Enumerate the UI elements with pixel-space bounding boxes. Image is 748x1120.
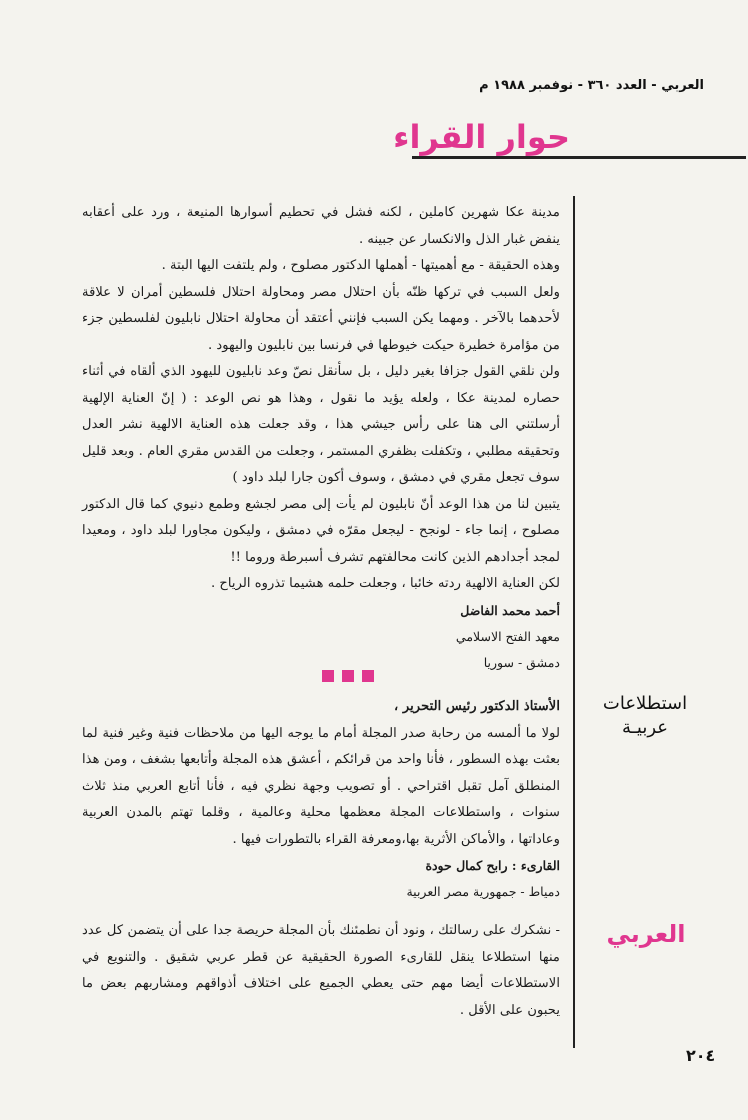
letter-paragraph: وهذه الحقيقة - مع أهميتها - أهملها الدكتور مصلوح ، ولم يلتفت اليها البتة . xyxy=(161,258,560,273)
author-institution: معهد الفتح الاسلامي xyxy=(455,628,560,644)
reply-paragraph: - نشكرك على رسالتك ، ونود أن نطمئنك بأن المجلة حريصة جدا على أن يتضمن كل عدد منها استطلاعا ينقل للقارىء الصورة الحقيقية عن قطر عربي شقيق . والتنويع في الاستطلاعات أيضا مهم حتى يعطي الجميع على اختلاف أذواقهم ومشاربهم بعض ما يحبون على الأقل . xyxy=(82,923,560,1018)
title-rule xyxy=(412,156,746,159)
issue-header: العربي - العدد ٣٦٠ - نوفمبر ١٩٨٨ م xyxy=(479,78,704,93)
magazine-logo: العربي xyxy=(606,920,686,948)
reader-name: القارىء : رابح كمال حودة xyxy=(425,858,560,873)
editor-reply xyxy=(82,918,560,1024)
column-divider xyxy=(573,196,575,1048)
letter-paragraph: يتبين لنا من هذا الوعد أنّ نابليون لم يأت إلى مصر لجشع وطمع دنيوي كما قال الدكتور مصلوح ، إنما جاء - لونجح - ليجعل مقرّه في دمشق ، وليكون مجاورا لبلد داود ، ومعيدا لمجد أجدادهم الذين كانت محالفتهم تشرف أسبرطة وروما !! xyxy=(82,496,560,565)
page-number: ٢٠٤ xyxy=(686,1046,716,1065)
section-title: حوار القراء xyxy=(393,118,570,156)
reader-city: دمياط - جمهورية مصر العربية xyxy=(406,884,560,899)
letter-paragraph: ولن نلقي القول جزافا بغير دليل ، بل سأنقل نصّ وعد نابليون لليهود الذي ألقاه في أثناء حصاره لمدينة عكا ، ولعله يؤيد ما نقول ، وهذا هو نص الوعد : ( إنّ العناية الإلهية أرسلتني الى هنا على رأس جيشي هذا ، وقد جعلت هذه العناية الالهية نشر العدل وتحقيقه مطلبي ، وتكفلت بظفري المستمر ، وجعلت من القدس مقري العام . وبعد قليل سوف تجعل مقري في دمشق ، وسوف أكون جارا لبلد داود ) xyxy=(82,364,560,485)
separator-square xyxy=(342,670,354,682)
sidebar-label-line1: استطلاعات xyxy=(602,693,688,714)
author-name: أحمد محمد الفاضل xyxy=(460,602,560,618)
letter-paragraph: مدينة عكا شهرين كاملين ، لكنه فشل في تحطيم أسوارها المنيعة ، ورد على أعقابه ينفض غبار الذل والانكسار عن جبينه . xyxy=(82,205,560,247)
sidebar-label xyxy=(590,692,700,740)
section-separator xyxy=(322,670,374,682)
author-city: دمشق - سوريا xyxy=(483,654,560,670)
letter-salutation: الأستاذ الدكتور رئيس التحرير ، xyxy=(394,699,560,714)
letter-paragraph: لولا ما ألمسه من رحابة صدر المجلة أمام ما يوجه اليها من ملاحظات فنية وغير فنية لما بعثت بهذه السطور ، فأنا واحد من قرائكم ، أعشق هذه المجلة وأتابعها بشغف ، ومن هذا المنطلق آمل تقبل اقتراحي . أو تصويب وجهة نظري فيه ، فأنا أتابع العربي منذ ثلاث سنوات ، واستطلاعات المجلة معظمها محلية وعالمية ، وقلما تهتم بالمدن العربية وعاداتها ، والأماكن الأثرية بها،ومعرفة القراء بالتطورات فيها . xyxy=(82,725,560,847)
separator-square xyxy=(362,670,374,682)
letter-two xyxy=(82,694,560,905)
letter-one xyxy=(82,200,560,676)
separator-square xyxy=(322,670,334,682)
letter-paragraph: ولعل السبب في تركها ظنّه بأن احتلال مصر ومحاولة احتلال فلسطين أمران لا علاقة لأحدهما بالآخر . ومهما يكن السبب فإنني أعتقد أن محاولة احتلال نابليون لفلسطين جزء من مؤامرة خطيرة حيكت خيوطها في فرنسا بين نابليون واليهود . xyxy=(82,284,560,353)
letter-paragraph: لكن العناية الالهية ردته خائبا ، وجعلت حلمه هشيما تذروه الرياح . xyxy=(211,576,560,591)
sidebar-label-line2: عربيـة xyxy=(621,717,669,738)
